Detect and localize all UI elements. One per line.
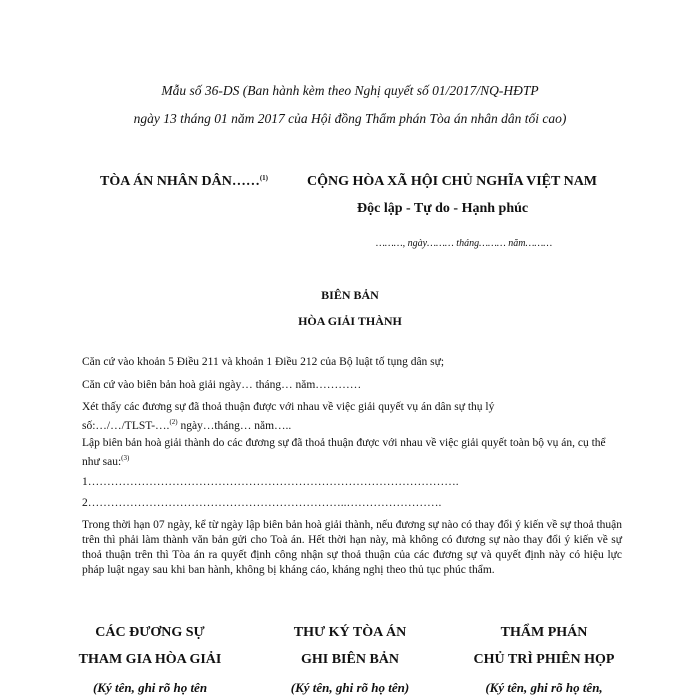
parties-signature-subtitle: THAM GIA HÒA GIẢI [78,652,222,667]
case-footnote-ref: (2) [169,418,178,426]
record-footnote-ref: (3) [121,454,130,462]
record-basis-text: Lập biên bản hoà giải thành do các đương sự đã thoả thuận được với nhau về việc giải quyết toàn bộ vụ án, cụ thể như sau: [82,437,606,468]
national-motto: Độc lập - Tự do - Hạnh phúc [357,201,529,216]
form-reference-line1: Mẫu số 36-DS (Ban hành kèm theo Nghị quyết số 01/2017/NQ-HĐTP [161,83,539,98]
parties-signature-title: CÁC ĐƯƠNG SỰ [95,625,205,640]
judge-signature-title: THẨM PHÁN [500,625,588,640]
court-name [100,174,268,190]
case-number-text: số:…/…/TLST-…. [82,420,170,432]
form-reference-line2: ngày 13 tháng 01 năm 2017 của Hội đồng Thẩm phán Tòa án nhân dân tối cao) [133,111,567,126]
judge-signature-note: (Ký tên, ghi rõ họ tên, [485,680,603,695]
agreement-item-1: 1……………………………………………………………………………………. [82,476,459,488]
document-subtitle: HÒA GIẢI THÀNH [298,314,402,328]
court-footnote-ref: (1) [259,174,269,182]
legal-basis-paragraph: Căn cứ vào khoản 5 Điều 211 và khoản 1 Điều 212 của Bộ luật tố tụng dân sự; [82,356,445,368]
place-date-line: ………, ngày……… tháng……… năm……… [376,238,553,249]
judge-signature-subtitle: CHỦ TRÌ PHIÊN HỌP [473,652,615,667]
mediation-record-paragraph: Căn cứ vào biên bản hoà giải ngày… tháng… năm………… [82,379,362,391]
agreement-item-2: 2…………………………………………………………..……………………. [82,497,442,509]
time-limit-paragraph: Trong thời hạn 07 ngày, kể từ ngày lập biên bản hoà giải thành, nếu đương sự nào có thay đổi ý kiến về sự thoả thuận trên thì phải làm thành văn bản gửi cho Toà án. Hết thời hạn này, mà không có đương sự nào thay đổi ý kiến về sự thoả thuận trên thì Tòa án ra quyết định công nhận sự thoả thuận của các đương sự và quyết định này có hiệu lực pháp luật ngay sau khi ban hành, không bị kháng cáo, kháng nghị theo thủ tục phúc thẩm. [82,519,622,576]
case-date-text: ngày…tháng… năm….. [177,420,292,432]
clerk-signature-note: (Ký tên, ghi rõ họ tên) [290,680,410,695]
republic-name: CỘNG HÒA XÃ HỘI CHỦ NGHĨA VIỆT NAM [307,174,598,189]
case-agreement-paragraph [82,400,622,434]
clerk-signature-title: THƯ KÝ TÒA ÁN [293,625,407,640]
document-title: BIÊN BẢN [321,288,379,302]
court-name-text: TÒA ÁN NHÂN DÂN…… [100,174,260,189]
case-agreement-text: Xét thấy các đương sự đã thoả thuận được với nhau về việc giải quyết vụ án dân sự thụ lý [82,401,495,413]
record-basis-paragraph [82,436,622,470]
parties-signature-note: (Ký tên, ghi rõ họ tên [92,680,208,695]
clerk-signature-subtitle: GHI BIÊN BẢN [300,652,400,667]
